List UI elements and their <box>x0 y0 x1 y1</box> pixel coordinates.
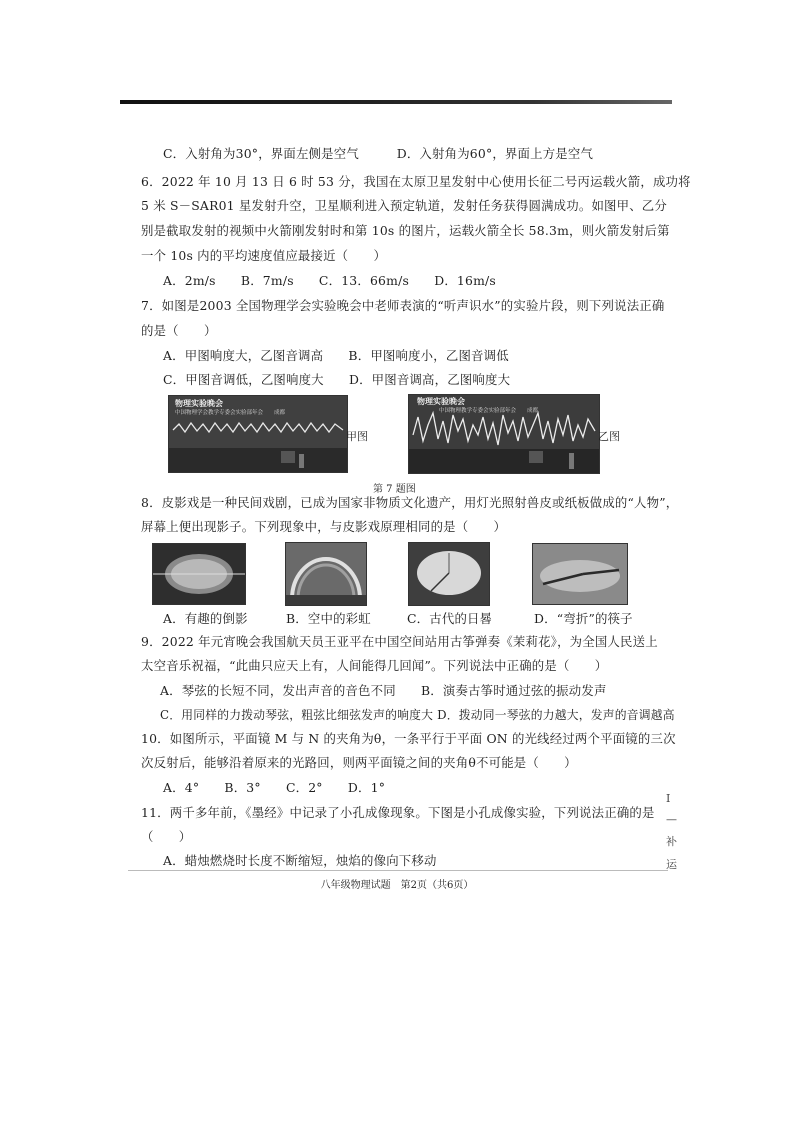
q11-text-line-2: （ ） <box>141 829 192 844</box>
bottom-rule <box>128 870 668 871</box>
q7-left-subtitle: 中国物理学会教学专委会实验部年会 成都 <box>175 410 286 416</box>
q7-right-banner: 物理实验晚会 <box>417 396 465 406</box>
q6-text-line-2: 5 米 S－SAR01 星发射升空，卫星顺利进入预定轨道，发射任务获得圆满成功。如图甲、乙分 <box>141 198 667 213</box>
q8-photo-sundial <box>408 542 490 606</box>
q6-text-line-3: 别是截取发射的视频中火箭刚发射时和第 10s 的图片，运载火箭全长 58.3m，则火箭发射后第 <box>141 223 670 238</box>
q7-right-subtitle: 中国物理教学专委会实验部年会 成都 <box>439 408 539 414</box>
q7-options-cd: C．甲图音调低，乙图响度大 D．甲图音调高，乙图响度大 <box>163 372 511 387</box>
q7-right-label: 乙图 <box>598 430 620 443</box>
q7-text-line-2: 的是（ ） <box>141 323 217 338</box>
q9-text-line-1: 9．2022 年元宵晚会我国航天员王亚平在中国空间站用古筝弹奏《茉莉花》，为全国人民送上 <box>141 634 658 649</box>
q8-photo-rainbow <box>285 542 367 606</box>
q9-options-ab: A．琴弦的长短不同，发出声音的音色不同 B．演奏古筝时通过弦的振动发声 <box>160 683 607 698</box>
q8-option-a: A．有趣的倒影 <box>163 611 248 626</box>
q10-options: A．4° B．3° C．2° D．1° <box>163 780 386 795</box>
edge-mark-3: 补 <box>666 835 677 848</box>
q8-text-line-2: 屏幕上便出现影子。下列现象中，与皮影戏原理相同的是（ ） <box>141 519 507 534</box>
q6-text-line-1: 6．2022 年 10 月 13 日 6 时 53 分，我国在太原卫星发射中心使用长征二号丙运载火箭，成功将 <box>141 174 691 189</box>
edge-mark-2: — <box>666 813 677 826</box>
q5-options-cd: C．入射角为30°，界面左侧是空气 D．入射角为60°，界面上方是空气 <box>163 146 594 161</box>
q7-photo-right <box>408 394 600 474</box>
page-footer: 八年级物理试题 第2页（共6页） <box>320 880 474 891</box>
q11-text-line-1: 11．两千多年前，《墨经》中记录了小孔成像现象。下图是小孔成像实验，下列说法正确的是 <box>141 805 655 820</box>
q7-figure-caption: 第 7 题图 <box>373 484 416 495</box>
q10-text-line-1: 10．如图所示，平面镜 M 与 N 的夹角为θ，一条平行于平面 ON 的光线经过两个平面镜的三次 <box>141 731 676 746</box>
q8-photo-chopsticks <box>532 543 628 605</box>
q10-text-line-2: 次反射后，能够沿着原来的光路回，则两平面镜之间的夹角θ不可能是（ ） <box>141 755 577 770</box>
q8-option-d: D．“弯折”的筷子 <box>534 611 633 626</box>
q7-options-ab: A．甲图响度大，乙图音调高 B．甲图响度小，乙图音调低 <box>163 348 509 363</box>
edge-mark-1: I <box>666 792 671 805</box>
q8-text-line-1: 8．皮影戏是一种民间戏剧，已成为国家非物质文化遗产，用灯光照射兽皮或纸板做成的“人物”， <box>141 495 679 510</box>
q8-option-c: C．古代的日晷 <box>407 611 493 626</box>
q7-photo-left <box>168 395 348 473</box>
q9-options-cd: C．用同样的力拨动琴弦，粗弦比细弦发声的响度大 D．拨动同一琴弦的力越大，发声的音调越高 <box>160 708 675 722</box>
q11-option-a: A．蜡烛燃烧时长度不断缩短，烛焰的像向下移动 <box>163 853 437 868</box>
q7-left-banner: 物理实验晚会 <box>175 398 223 408</box>
q8-option-b: B．空中的彩虹 <box>286 611 371 626</box>
q7-text-line-1: 7．如图是2003 全国物理学会实验晚会中老师表演的“听声识水”的实验片段，则下列说法正确 <box>141 298 665 313</box>
q6-options: A．2m/s B．7m/s C．13．66m/s D．16m/s <box>163 273 496 288</box>
edge-mark-4: 运 <box>666 858 677 871</box>
q7-left-label: 甲图 <box>346 430 368 443</box>
q6-text-line-4: 一个 10s 内的平均速度值应最接近（ ） <box>141 248 387 263</box>
q8-photo-reflection <box>152 543 246 605</box>
q9-text-line-2: 太空音乐祝福，“此曲只应天上有，人间能得几回闻”。下列说法中正确的是（ ） <box>141 658 608 673</box>
